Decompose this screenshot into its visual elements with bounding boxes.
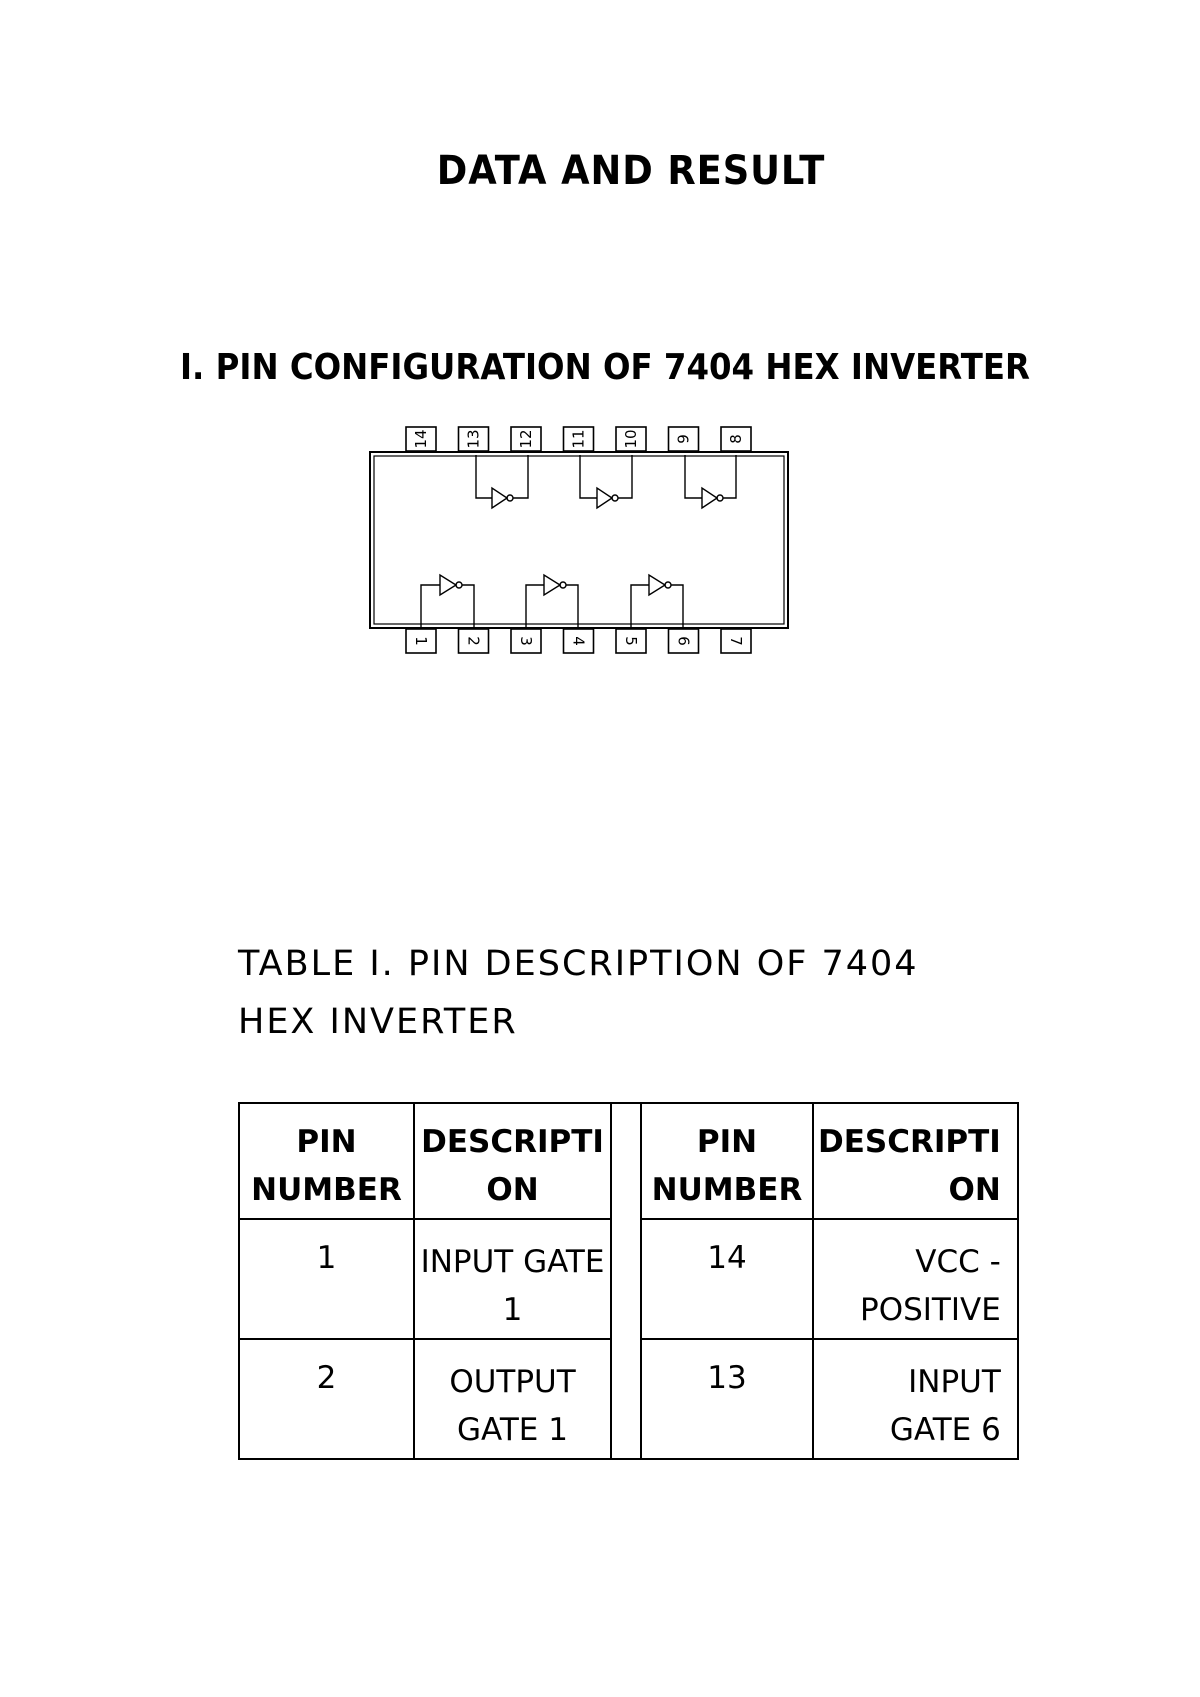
table-cell: 14: [641, 1219, 813, 1339]
ic-pin-label: 8: [727, 434, 745, 444]
inverter-gates-top: [476, 455, 736, 508]
table-header-cell: DESCRIPTI ON: [414, 1103, 611, 1219]
inverter-gate-5: [580, 455, 632, 508]
ic-pin-label: 4: [569, 636, 588, 646]
ic-pin-10: [616, 427, 646, 451]
ic-pin-label: 10: [622, 429, 640, 449]
ic-body-inner: [374, 456, 784, 624]
table-divider-column: [611, 1103, 641, 1459]
table-cell: 13: [641, 1339, 813, 1459]
table-cell: VCC - POSITIVE: [813, 1219, 1018, 1339]
inverter-gates-bottom: [421, 575, 683, 628]
table-header-cell: PIN NUMBER: [239, 1103, 414, 1219]
table-cell: 1: [239, 1219, 414, 1339]
ic-pin-14: [406, 427, 436, 451]
ic-pin-label: 13: [464, 429, 483, 449]
ic-pin-label: 2: [464, 636, 483, 646]
inverter-gate-6: [476, 455, 528, 508]
table-header-cell: PIN NUMBER: [641, 1103, 813, 1219]
table-cell: INPUT GATE 1: [414, 1219, 611, 1339]
ic-pin-label: 12: [517, 429, 535, 449]
table-cell: INPUT GATE 6: [813, 1339, 1018, 1459]
ic-pin-1: [406, 629, 436, 653]
ic-pin-label: 5: [622, 636, 640, 646]
ic-pin-3: [511, 629, 541, 653]
inverter-gate-3: [631, 575, 683, 628]
table-cell: OUTPUT GATE 1: [414, 1339, 611, 1459]
ic-pin-6: [669, 629, 699, 653]
ic-pin-diagram: [0, 0, 1200, 700]
ic-pin-label: 6: [674, 636, 693, 646]
ic-pin-2: [459, 629, 489, 653]
inverter-gate-4: [685, 455, 736, 508]
table-cell: 2: [239, 1339, 414, 1459]
ic-pin-label: 3: [517, 636, 535, 646]
ic-pin-9: [669, 427, 699, 451]
ic-pin-8: [721, 427, 751, 451]
ic-pin-5: [616, 629, 646, 653]
ic-pin-13: [459, 427, 489, 451]
table-header-row: [239, 1103, 1018, 1219]
pin-description-table: [238, 1102, 1019, 1460]
table-caption: TABLE I. PIN DESCRIPTION OF 7404 HEX INVERTER: [238, 944, 919, 1042]
ic-pin-7: [721, 629, 751, 653]
ic-pin-11: [564, 427, 594, 451]
section-heading: I. PIN CONFIGURATION OF 7404 HEX INVERTER: [180, 347, 1030, 388]
table-header-cell: DESCRIPTI ON: [813, 1103, 1018, 1219]
inverter-gate-2: [526, 575, 578, 628]
ic-pin-4: [564, 629, 594, 653]
ic-pin-label: 9: [674, 434, 693, 444]
ic-pin-label: 14: [412, 429, 430, 449]
ic-pin-label: 1: [412, 636, 430, 646]
inverter-gate-1: [421, 575, 474, 628]
ic-pin-label: 7: [727, 636, 745, 646]
page-title: DATA AND RESULT: [436, 148, 826, 194]
ic-pin-12: [511, 427, 541, 451]
ic-pin-label: 11: [569, 429, 588, 449]
ic-body: [370, 452, 788, 628]
